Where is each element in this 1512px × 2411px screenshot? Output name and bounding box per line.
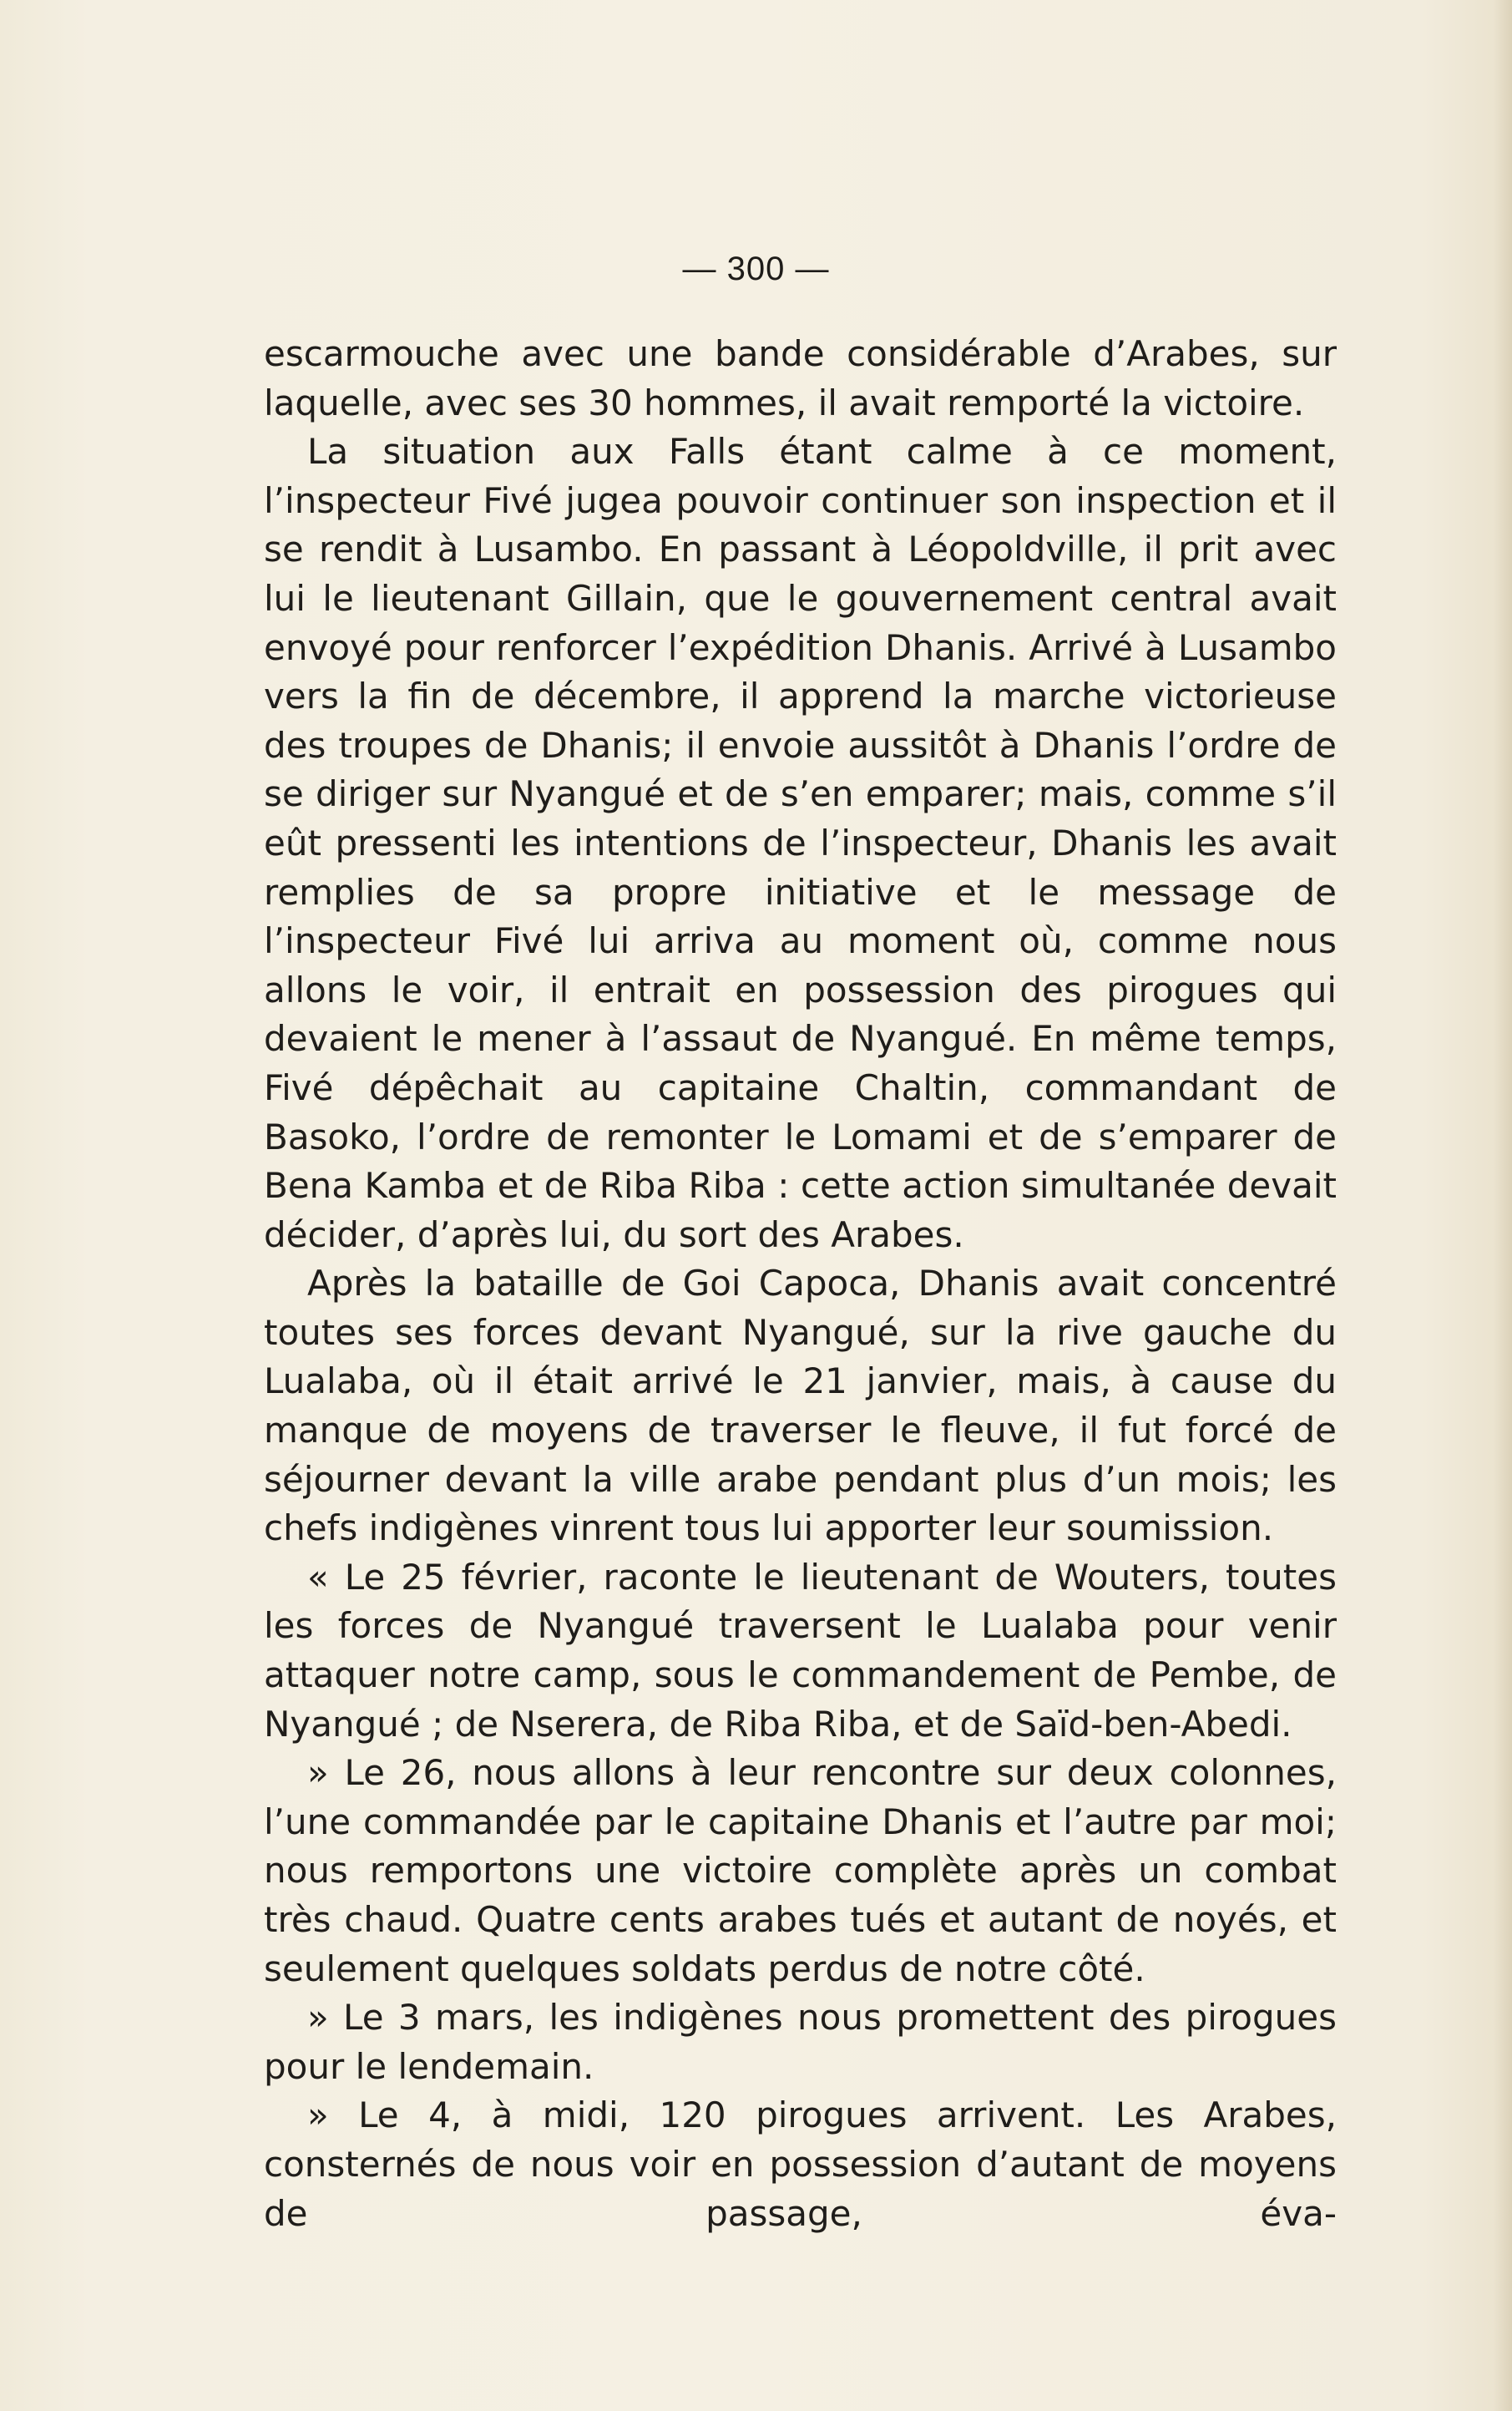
paragraph-2: La situation aux Falls étant calme à ce moment, l’inspecteur Fivé jugea pouvoir continuer son inspection et il se rendit à Lusambo. En passant à Léopoldville, il prit avec lui le lieutenant Gillain, que le gouvernement central avait envoyé pour renforcer l’expédition Dhanis. Arrivé à Lusambo vers la fin de décembre, il apprend la marche victorieuse des troupes de Dhanis; il envoie aussitôt à Dhanis l’ordre de se diriger sur Nyangué et de s’en emparer; mais, comme s’il eût pressenti les intentions de l’inspecteur, Dhanis les avait remplies de sa propre initiative et le message de l’inspecteur Fivé lui arriva au moment où, comme nous allons le voir, il entrait en possession des pirogues qui devaient le mener à l’assaut de Nyangué. En même temps, Fivé dépêchait au capitaine Chaltin, commandant de Basoko, l’ordre de remonter le Lomami et de s’emparer de Bena Kamba et de Riba Riba : cette action simultanée devait décider, d’après lui, du sort des Arabes.	[264, 431, 1337, 1255]
paragraph-4: « Le 25 février, raconte le lieutenant de Wouters, toutes les forces de Nyangué traversent le Lualaba pour venir attaquer notre camp, sous le commandement de Pembe, de Nyangué ; de Nserera, de Riba Riba, et de Saïd-ben-Abedi.	[264, 1556, 1337, 1745]
paragraph-1: escarmouche avec une bande considérable d’Arabes, sur laquelle, avec ses 30 hommes, il avait remporté la victoire.	[264, 333, 1337, 423]
paragraph-7: » Le 4, à midi, 120 pirogues arrivent. Les Arabes, consternés de nous voir en possession d’autant de moyens de passage, éva-	[264, 2094, 1337, 2234]
paragraph-6: » Le 3 mars, les indigènes nous promettent des pirogues pour le lendemain.	[264, 1997, 1337, 2087]
body-text	[264, 330, 1337, 2238]
page-number: — 300 —	[682, 251, 830, 287]
paragraph-3: Après la bataille de Goi Capoca, Dhanis avait concentré toutes ses forces devant Nyangué, sur la rive gauche du Lualaba, où il était arrivé le 21 janvier, mais, à cause du manque de moyens de traverser le fleuve, il fut forcé de séjourner devant la ville arabe pendant plus d’un mois; les chefs indigènes vinrent tous lui apporter leur soumission.	[264, 1263, 1337, 1549]
paragraph-5: » Le 26, nous allons à leur rencontre sur deux colonnes, l’une commandée par le capitaine Dhanis et l’autre par moi; nous remportons une victoire complète après un combat très chaud. Quatre cents arabes tués et autant de noyés, et seulement quelques soldats perdus de notre côté.	[264, 1752, 1337, 1989]
page-edge-shadow	[1494, 0, 1512, 2411]
